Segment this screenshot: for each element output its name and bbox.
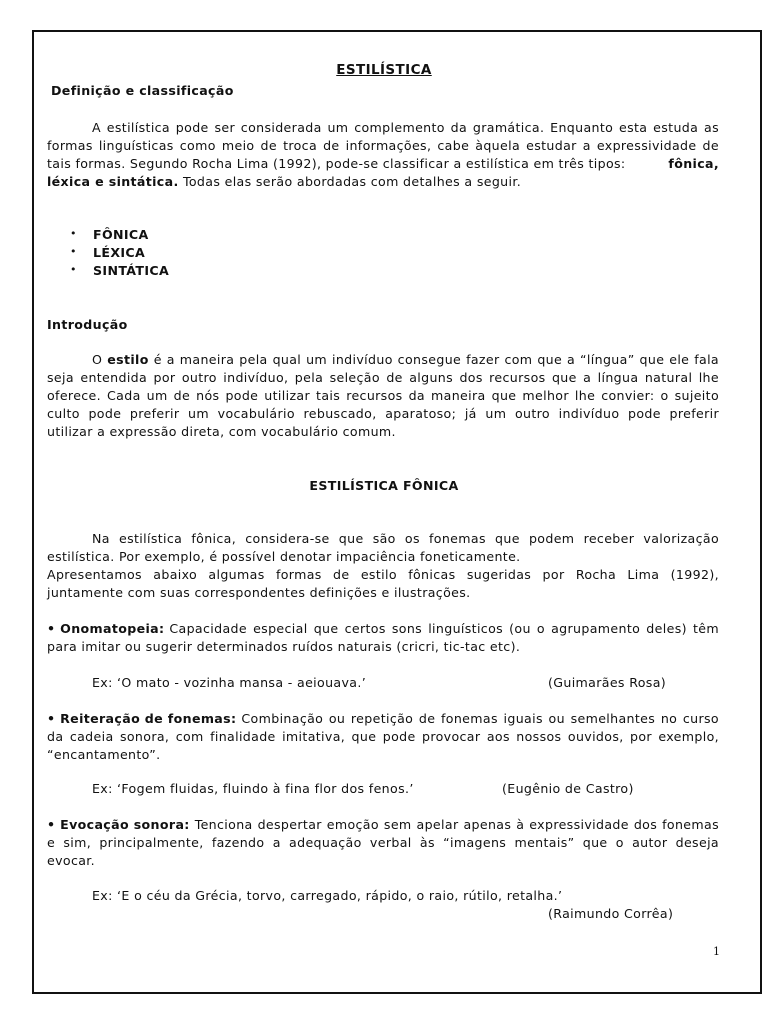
evocacao-author: (Raimundo Corrêa) xyxy=(548,906,674,921)
estilo-line-5: utilizar a expressão direta, com vocabulário comum. xyxy=(47,424,396,439)
onomatopeia-line-1 xyxy=(47,620,719,638)
list-item-fonica: FÔNICA xyxy=(93,227,149,242)
onomatopeia-term: • Onomatopeia: xyxy=(47,621,165,636)
intro-line-4-text: Todas elas serão abordadas com detalhes a seguir. xyxy=(182,174,522,189)
evocacao-def-1: Tenciona despertar emoção sem apelar apenas à expressividade dos fonemas xyxy=(194,817,719,832)
onomatopeia-author: (Guimarães Rosa) xyxy=(548,675,667,690)
evocacao-example: Ex: ‘E o céu da Grécia, torvo, carregado, rápido, o raio, rútilo, retalha.’ xyxy=(92,888,563,903)
evocacao-line-3: evocar. xyxy=(47,853,96,868)
estilo-line-1-a: O xyxy=(92,352,103,367)
intro-term-fonica: fônica, xyxy=(668,156,719,171)
estilo-line-1 xyxy=(92,351,719,369)
reiteracao-term: • Reiteração de fonemas: xyxy=(47,711,237,726)
onomatopeia-example: Ex: ‘O mato - vozinha mansa - aeiouava.’ xyxy=(92,675,367,690)
estilo-line-2: seja entendida por outro indivíduo, pela seleção de alguns dos recursos que a língua natural lhe xyxy=(47,370,719,385)
reiteracao-def-1: Combinação ou repetição de fonemas iguais ou semelhantes no curso xyxy=(241,711,719,726)
bullet-dot: • xyxy=(70,227,77,240)
fonica-line-3: Apresentamos abaixo algumas formas de estilo fônicas sugeridas por Rocha Lima (1992), xyxy=(47,567,719,582)
reiteracao-line-2: da cadeia sonora, com finalidade imitativa, que pode provocar aos nossos ouvidos, por exemplo, xyxy=(47,729,719,744)
page-number: 1 xyxy=(713,945,720,958)
intro-line-4 xyxy=(47,173,521,191)
intro-line-1: A estilística pode ser considerada um complemento da gramática. Enquanto esta estuda as xyxy=(92,120,719,135)
fonica-line-4: juntamente com suas correspondentes definições e ilustrações. xyxy=(47,585,471,600)
estilo-line-4: culto pode preferir um vocabulário rebuscado, aparatoso; já um outro indivíduo pode preferir xyxy=(47,406,719,421)
fonica-line-2: estilística. Por exemplo, é possível denotar impaciência foneticamente. xyxy=(47,549,521,564)
intro-line-3 xyxy=(47,155,719,173)
page-title: ESTILÍSTICA xyxy=(336,62,432,78)
evocacao-term: • Evocação sonora: xyxy=(47,817,190,832)
reiteracao-author: (Eugênio de Castro) xyxy=(502,781,634,796)
evocacao-line-2: e sim, principalmente, fazendo a adequação verbal às “imagens mentais” que o autor deseja xyxy=(47,835,719,850)
onomatopeia-line-2: para imitar ou sugerir determinados ruídos naturais (cricri, tic-tac etc). xyxy=(47,639,521,654)
fonica-line-1: Na estilística fônica, considera-se que são os fonemas que podem receber valorização xyxy=(92,531,719,546)
reiteracao-example: Ex: ‘Fogem fluidas, fluindo à fina flor dos fenos.’ xyxy=(92,781,414,796)
intro-line-3-text: tais formas. Segundo Rocha Lima (1992), pode-se classificar a estilística em três tipos: xyxy=(47,156,626,171)
bullet-dot: • xyxy=(70,263,77,276)
subtitle: Definição e classificação xyxy=(51,83,234,98)
reiteracao-line-1 xyxy=(47,710,719,728)
intro-line-2: formas linguísticas como meio de troca de informações, cabe àquela estudar a expressividade de xyxy=(47,138,719,153)
intro-terms-lexica-sintatica: léxica e sintática. xyxy=(47,174,179,189)
bullet-dot: • xyxy=(70,245,77,258)
estilo-line-3: oferece. Cada um de nós pode utilizar tais recursos da maneira que melhor lhe convier: o sujeito xyxy=(47,388,719,403)
introducao-heading: Introdução xyxy=(47,317,128,332)
section-heading-fonica: ESTILÍSTICA FÔNICA xyxy=(309,478,459,493)
estilo-line-1-c: é a maneira pela qual um indivíduo consegue fazer com que a “língua” que ele fala xyxy=(153,352,719,367)
estilo-term: estilo xyxy=(107,352,149,367)
evocacao-line-1 xyxy=(47,816,719,834)
reiteracao-line-3: “encantamento”. xyxy=(47,747,161,762)
list-item-lexica: LÉXICA xyxy=(93,245,146,260)
onomatopeia-def-1: Capacidade especial que certos sons linguísticos (ou o agrupamento deles) têm xyxy=(169,621,719,636)
list-item-sintatica: SINTÁTICA xyxy=(93,263,170,278)
